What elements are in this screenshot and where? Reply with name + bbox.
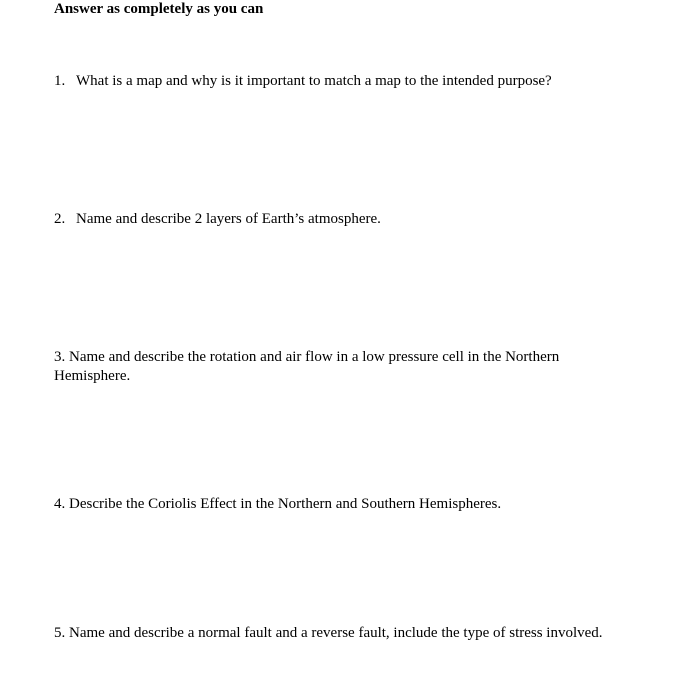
question-3 [54, 348, 614, 386]
question-1 [54, 72, 654, 91]
instructions-heading: Answer as completely as you can [54, 1, 264, 17]
question-text: Name and describe a normal fault and a reverse fault, include the type of stress involved. [69, 625, 603, 641]
question-number: 2. [54, 211, 66, 227]
question-2 [54, 210, 654, 229]
question-text: Name and describe 2 layers of Earth’s atmosphere. [76, 211, 381, 227]
question-number: 1. [54, 73, 66, 89]
question-text: Describe the Coriolis Effect in the Northern and Southern Hemispheres. [69, 496, 502, 512]
question-text: What is a map and why is it important to match a map to the intended purpose? [76, 73, 552, 89]
question-5 [54, 624, 654, 643]
question-number: 4. [54, 496, 66, 512]
question-text: Name and describe the rotation and air flow in a low pressure cell in the Northern Hemisphere. [54, 349, 560, 384]
question-number: 3. [54, 349, 66, 365]
question-4 [54, 495, 654, 514]
question-number: 5. [54, 625, 66, 641]
